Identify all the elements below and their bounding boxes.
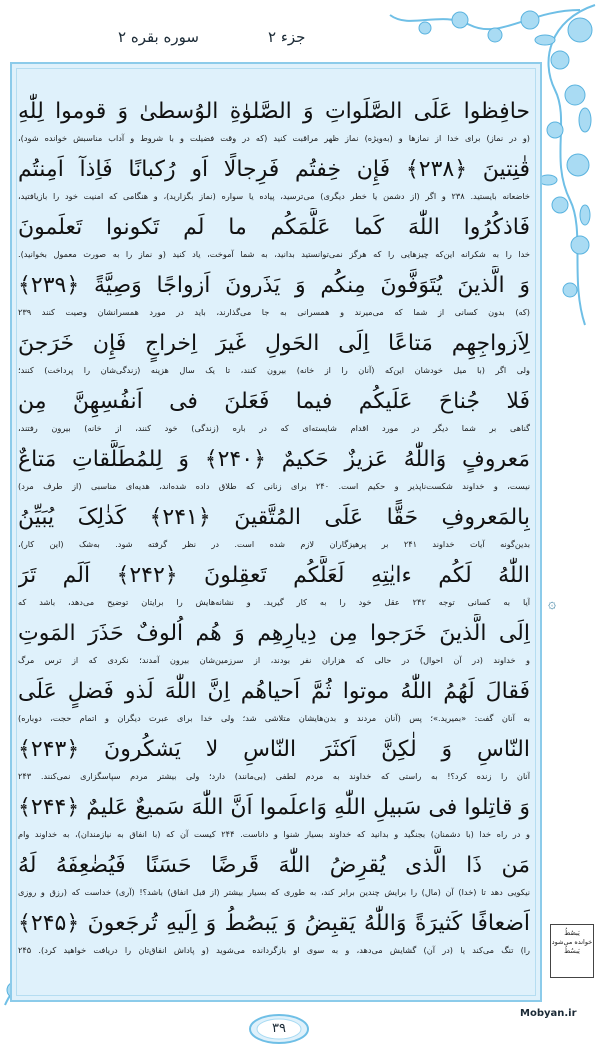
arabic-line-12: النّاسِ وَ لٰکِنَّ اَکثَرَ النّاسِ لا یَشکُرونَ ﴿۲۴۳﴾ <box>18 737 530 762</box>
translation-line-6: گناهی بر شما دیگر در مورد اقدام شایسته‌ای که در باره (زندگی) خود کنند، از خانه) بیرون رفتند، <box>18 423 530 433</box>
reading-note-written: یَبصُطُ <box>564 929 580 937</box>
arabic-line-10: اِلَی الَّذینَ خَرَجوا مِن دِیارِهِم وَ هُم اُلوفٌ حَذَرَ المَوتِ <box>18 621 530 646</box>
juz-label: جزء ۲ <box>268 28 306 46</box>
translation-line-3: خدا را به شکرانه این‌که چیزهایی را که هرگز نمی‌توانستید بدانید، به شما آموخت، یاد کنید (و نماز را به صورت معمول بخوانید). <box>18 249 530 259</box>
arabic-line-13: وَ قاتِلوا فی سَبیلِ اللّٰهِ وَاعلَموا اَنَّ اللّٰهَ سَمیعٌ عَلیمٌ ﴿۲۴۴﴾ <box>18 795 530 820</box>
translation-line-14: نیکویی دهد تا (خدا) آن (مال) را برایش چندین برابر کند، به طوری که بسیار بیشتر (از قبل انفاق) باشد؟! (آری) خداست که (رزق و روزی <box>18 887 530 897</box>
translation-line-2: خاضعانه بایستید. ۲۳۸ و اگر (از دشمن یا خطر دیگری) می‌ترسید، پیاده یا سواره (نماز بگزارید)، و هنگامی که امنیت خود را بازیافتید، <box>18 191 530 201</box>
translation-line-4: (که) بدون کسانی از شما که می‌میرند و همسرانی به جا می‌گذارند، باید در مورد همسرانشان وصیت کنند ۲۳۹ <box>18 307 530 317</box>
translation-line-8: بدین‌گونه آیات خداوند ۲۴۱ بر پرهیزگاران لازم شده است. در نظر گرفته شود. به‌شک (این کار)، <box>18 539 530 549</box>
translation-line-13: و در راه خدا (با دشمنان) بجنگید و بدانید که خداوند بسیار شنوا و داناست. ۲۴۴ کیست آن که (با انفاق به نیازمندان)، به خداوند وام <box>18 829 530 839</box>
translation-line-5: ولی اگر (با میل خودشان این‌که (آنان را از خانه) بیرون کنند، تا یک سال هزینه (زندگی‌شان را پرداخت) کنند؛ <box>18 365 530 375</box>
reading-note-spoken: یَبسُطُ <box>564 947 580 955</box>
hizb-mark-icon: ۞ <box>548 596 557 612</box>
arabic-line-2: قٰنِتینَ ﴿۲۳۸﴾ فَإِن خِفتُم فَرِجالًا اَو رُکبانًا فَاِذآ اَمِنتُم <box>18 157 530 182</box>
arabic-line-3: فَاذکُرُوا اللّٰهَ کَما عَلَّمَکُم ما لَم تَکونوا تَعلَمونَ <box>18 215 530 240</box>
verse-block <box>18 92 530 962</box>
page-number-medallion <box>248 1013 310 1045</box>
sura-label: سوره بقره ۲ <box>118 28 199 46</box>
arabic-line-15: اَضعافًا کَثیرَةً وَاللّٰهُ یَقبِضُ وَ یَبصُطُ وَ اِلَیهِ تُرجَعونَ ﴿۲۴۵﴾ <box>18 911 530 936</box>
translation-line-9: آیا به کسانی توجه ۲۴۲ عقل خود را به کار گیرید. و نشانه‌هایش را برایتان توضیح می‌دهد، باشد که <box>18 597 530 607</box>
reading-note-box <box>550 924 594 978</box>
translation-line-7: نیست، و خداوند شکست‌ناپذیر و حکیم است. ۲۴۰ برای زنانی که طلاق داده شده‌اند، هدیه‌ای مناسبی (از طرف مرد) <box>18 481 530 491</box>
reading-note-label: خوانده می‌شود <box>551 938 593 946</box>
arabic-line-14: مَن ذَا الَّذی یُقرِضُ اللّٰهَ قَرضًا حَسَنًا فَیُضٰعِفَهُ لَهُ <box>18 853 530 878</box>
arabic-line-6: فَلا جُناحَ عَلَیکُم فیما فَعَلنَ فی اَنفُسِهِنَّ مِن <box>18 389 530 414</box>
arabic-line-8: بِالمَعروفِ حَقًّا عَلَی المُتَّقینَ ﴿۲۴۱﴾ کَذٰلِکَ یُبَیِّنُ <box>18 505 530 530</box>
translation-line-1: (و در نماز) برای خدا از نمازها و (به‌ویژه) نماز ظهر مراقبت کنید (که در وقت فضیلت و با شروط و آداب مناسبش خوانده شود)، <box>18 133 530 143</box>
arabic-line-11: فَقالَ لَهُمُ اللّٰهُ موتوا ثُمَّ اَحیاهُم اِنَّ اللّٰهَ لَذو فَضلٍ عَلَی <box>18 679 530 704</box>
arabic-line-4: وَ الَّذینَ یُتَوَفَّونَ مِنکُم وَ یَذَرونَ اَزواجًا وَصِیَّةً ﴿۲۳۹﴾ <box>18 273 530 298</box>
arabic-line-7: مَعروفٍ وَاللّٰهُ عَزیزٌ حَکیمٌ ﴿۲۴۰﴾ وَ لِلمُطَلَّقاتِ مَتاعٌ <box>18 447 530 472</box>
translation-line-12: آنان را زنده کرد؟! به راستی که خداوند به مردم لطفی (بی‌مانند) دارد؛ ولی بیشتر مردم سپاسگزاری نمی‌کنند. ۲۴۳ <box>18 771 530 781</box>
arabic-line-1: حافِظوا عَلَی الصَّلَواتِ وَ الصَّلوٰةِ الوُسطیٰ وَ قوموا لِلّٰهِ <box>18 99 530 124</box>
arabic-line-9: اللّٰهُ لَکُم ءایٰتِهِ لَعَلَّکُم تَعقِلونَ ﴿۲۴۲﴾ اَلَم تَرَ <box>18 563 530 588</box>
page-number: ۳۹ <box>272 1021 286 1036</box>
arabic-line-5: لِاَزواجِهِم مَتاعًا اِلَی الحَولِ غَیرَ اِخراجٍ فَإِن خَرَجنَ <box>18 331 530 356</box>
translation-line-10: و خداوند (در آن احوال) در حالی که هزاران نفر بودند، از سرزمین‌شان بیرون آمدند؛ نکردی که از ترس مرگ <box>18 655 530 665</box>
translation-line-11: به آنان گفت: «بمیرید.»؛ پس (آنان مردند و بدن‌هایشان متلاشی شد؛ ولی خدا برای عبرت دیگران و اتمام حجت، دوباره) <box>18 713 530 723</box>
site-watermark: Mobyan.ir <box>520 1008 577 1019</box>
translation-line-15: را) تنگ می‌کند یا (در آن) گشایش می‌دهد، و به سوی او بازگردانده می‌شوید (و پاداش انفاق‌تان را دریافت خواهید کرد). ۲۴۵ <box>18 945 530 955</box>
